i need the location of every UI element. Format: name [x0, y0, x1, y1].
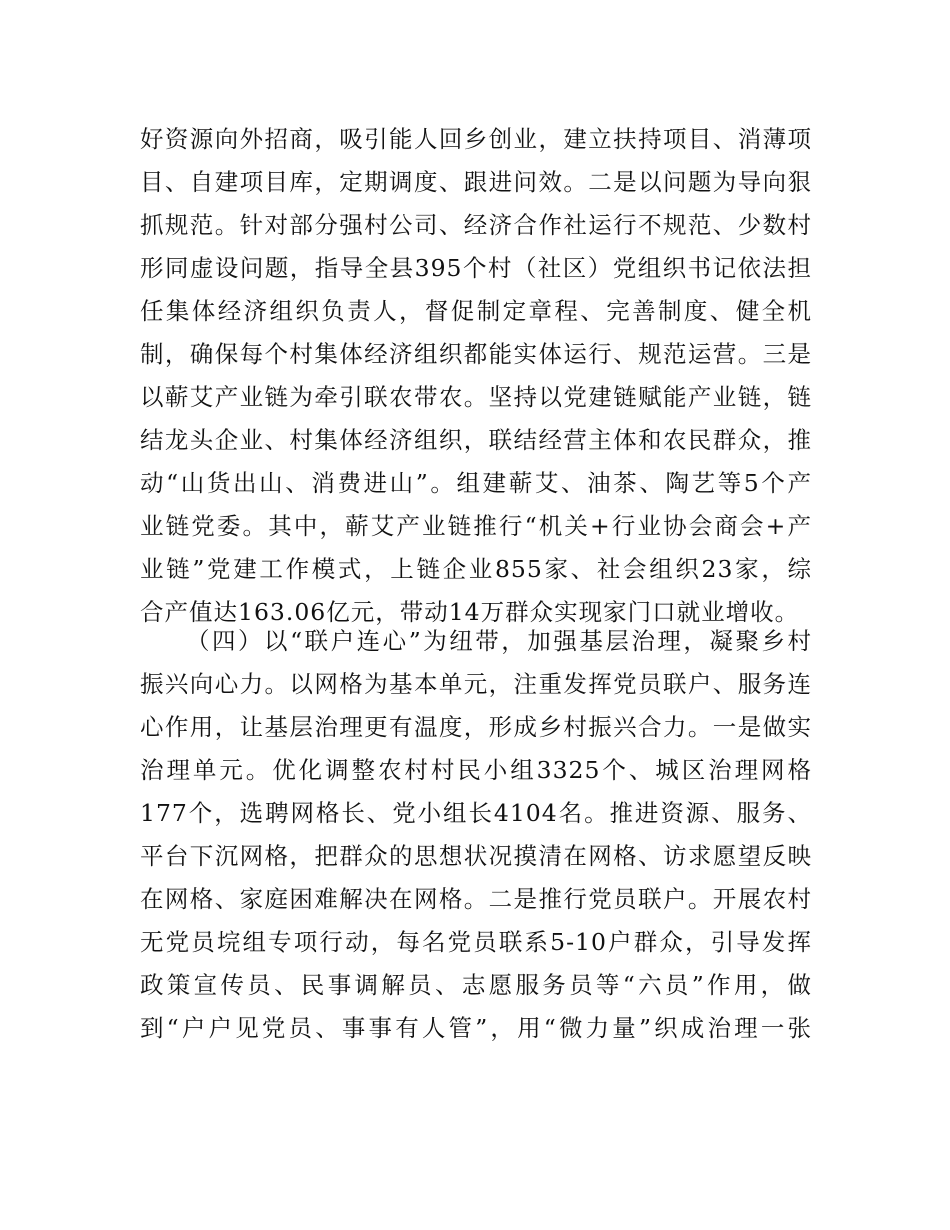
text-line: 以蕲艾产业链为牵引联农带农。坚持以党建链赋能产业链，链 — [140, 383, 812, 411]
text-line: 无党员垸组专项行动，每名党员联系5-10户群众，引导发挥 — [140, 928, 812, 956]
text-line: 平台下沉网格，把群众的思想状况摸清在网格、访求愿望反映 — [140, 842, 812, 870]
text-line: 治理单元。优化调整农村村民小组3325个、城区治理网格 — [140, 756, 812, 784]
text-line: 合产值达163.06亿元，带动14万群众实现家门口就业增收。 — [140, 598, 800, 626]
paragraph-grassroots-governance — [140, 620, 812, 1050]
text-line: 在网格、家庭困难解决在网格。二是推行党员联户。开展农村 — [140, 885, 812, 913]
text-line: 结龙头企业、村集体经济组织，联结经营主体和农民群众，推 — [140, 426, 812, 454]
text-line: 动“山货出山、消费进山”。组建蕲艾、油茶、陶艺等5个产 — [140, 469, 812, 497]
text-line: 政策宣传员、民事调解员、志愿服务员等“六员”作用，做 — [140, 971, 812, 999]
text-line: 形同虚设问题，指导全县395个村（社区）党组织书记依法担 — [140, 254, 812, 282]
text-line: 制，确保每个村集体经济组织都能实体运行、规范运营。三是 — [140, 340, 812, 368]
text-line: 心作用，让基层治理更有温度，形成乡村振兴合力。一是做实 — [140, 713, 812, 741]
text-line: 177个，选聘网格长、党小组长4104名。推进资源、服务、 — [140, 799, 812, 827]
text-line: 任集体经济组织负责人，督促制定章程、完善制度、健全机 — [140, 297, 812, 325]
paragraph-collective-economy — [140, 118, 812, 634]
text-line: 业链”党建工作模式，上链企业855家、社会组织23家，综 — [140, 555, 812, 583]
text-line: 到“户户见党员、事事有人管”，用“微力量”织成治理一张 — [140, 1014, 812, 1042]
text-line: 业链党委。其中，蕲艾产业链推行“机关+行业协会商会+产 — [140, 512, 812, 540]
text-line: 抓规范。针对部分强村公司、经济合作社运行不规范、少数村 — [140, 211, 812, 239]
section-heading-line: （四）以“联户连心”为纽带，加强基层治理，凝聚乡村 — [186, 627, 812, 655]
text-line: 目、自建项目库，定期调度、跟进问效。二是以问题为导向狠 — [140, 168, 812, 196]
text-line: 好资源向外招商，吸引能人回乡创业，建立扶持项目、消薄项 — [140, 125, 812, 153]
text-line: 振兴向心力。以网格为基本单元，注重发挥党员联户、服务连 — [140, 670, 812, 698]
